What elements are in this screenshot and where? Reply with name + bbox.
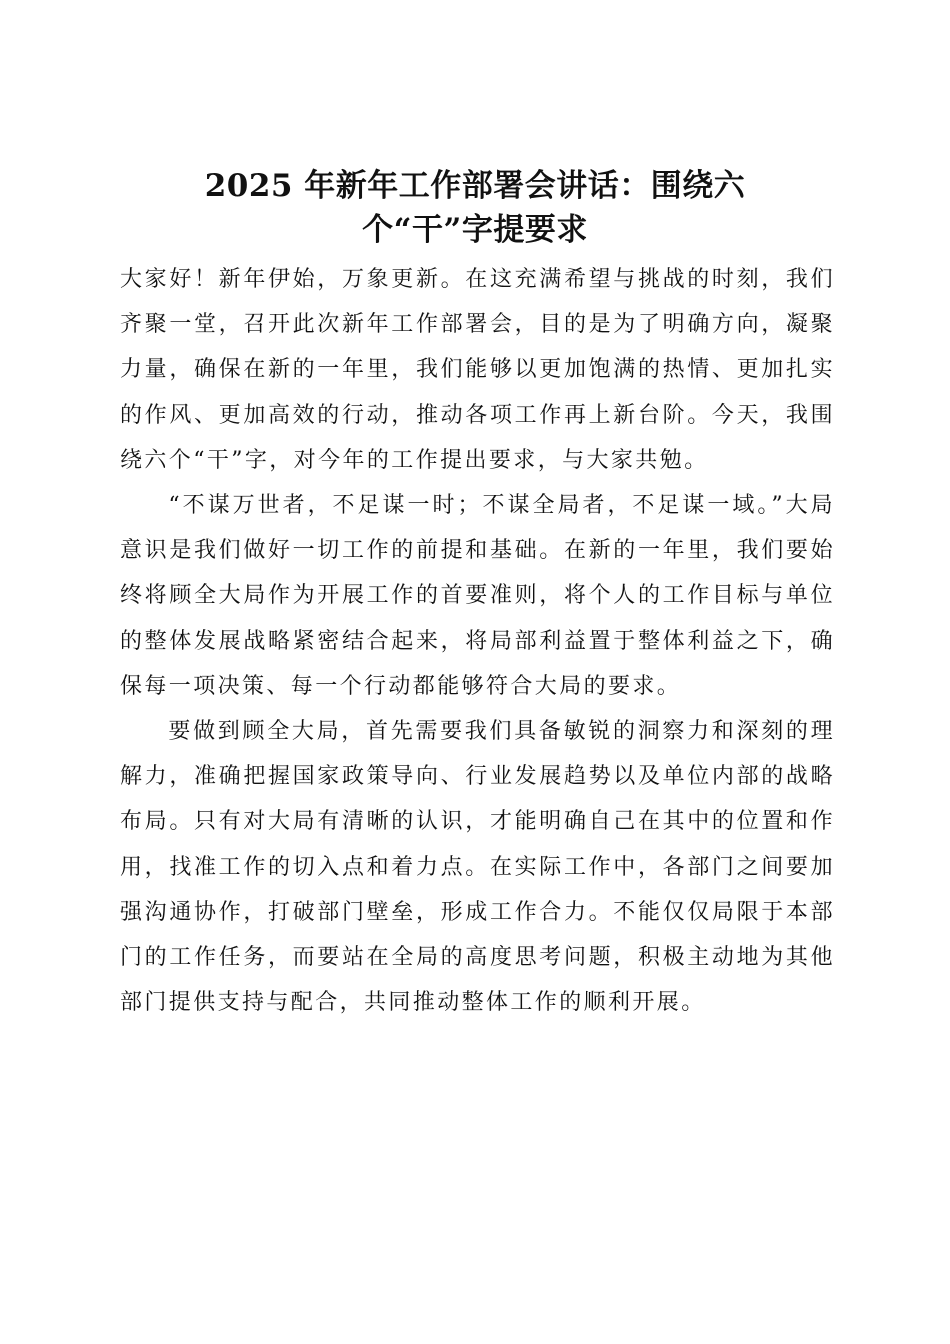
paragraph-opening: 大家好！新年伊始，万象更新。在这充满希望与挑战的时刻，我们齐聚一堂，召开此次新年工作部署会，目的是为了明确方向，凝聚力量，确保在新的一年里，我们能够以更加饱满的热情、更加扎实的作风、更加高效的行动，推动各项工作再上新台阶。今天，我围绕六个“干”字，对今年的工作提出要求，与大家共勉。 — [120, 267, 835, 473]
paragraph-overall-view: 要做到顾全大局，首先需要我们具备敏锐的洞察力和深刻的理解力，准确把握国家政策导向、行业发展趋势以及单位内部的战略布局。只有对大局有清晰的认识，才能明确自己在其中的位置和作用，找准工作的切入点和着力点。在实际工作中，各部门之间要加强沟通协作，打破部门壁垒，形成工作合力。不能仅仅局限于本部门的工作任务，而要站在全局的高度思考问题，积极主动地为其他部门提供支持与配合，共同推动整体工作的顺利开展。 — [120, 719, 835, 1016]
document-body — [120, 257, 835, 1025]
title-line-2: 个“干”字提要求 — [362, 211, 588, 248]
document-title — [150, 164, 800, 252]
paragraph-quote: “不谋万世者，不足谋一时；不谋全局者，不足谋一域。”大局意识是我们做好一切工作的前提和基础。在新的一年里，我们要始终将顾全大局作为开展工作的首要准则，将个人的工作目标与单位的整体发展战略紧密结合起来，将局部利益置于整体利益之下，确保每一项决策、每一个行动都能够符合大局的要求。 — [120, 493, 835, 699]
title-line-1: 2025 年新年工作部署会讲话：围绕六 — [204, 167, 746, 204]
